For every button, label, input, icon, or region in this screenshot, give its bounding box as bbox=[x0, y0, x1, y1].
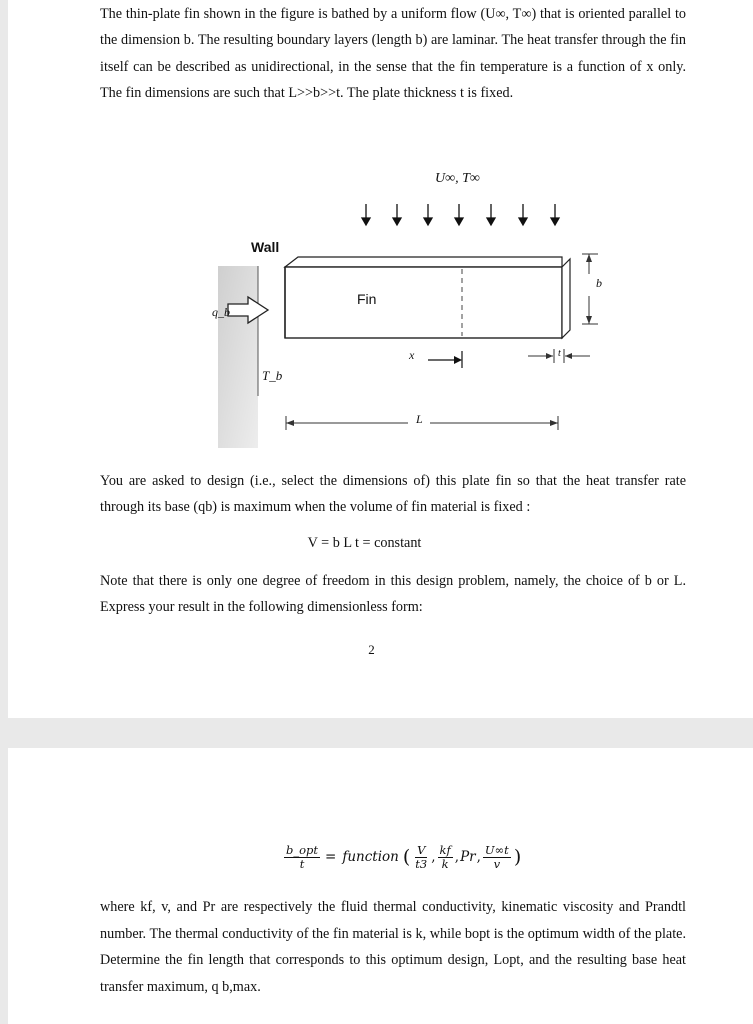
flow-arrow-7-head bbox=[551, 218, 559, 225]
x-label: x bbox=[409, 348, 415, 362]
equals-sign: = bbox=[325, 849, 337, 865]
lhs-numerator: b_opt bbox=[286, 842, 319, 857]
document-page-1 bbox=[8, 0, 753, 718]
flow-arrow-6-head bbox=[519, 218, 527, 225]
fin-label: Fin bbox=[357, 291, 377, 307]
reynolds-denominator: v bbox=[493, 856, 501, 871]
t-label: t bbox=[558, 348, 561, 359]
close-paren: ) bbox=[513, 846, 522, 868]
fin-diagram bbox=[208, 166, 608, 456]
lhs-fraction bbox=[284, 844, 320, 871]
comma-1: , bbox=[431, 849, 436, 865]
flow-arrow-1-head bbox=[362, 218, 370, 225]
b-dim-arrow-top bbox=[586, 254, 592, 262]
qb-label: q_b bbox=[212, 305, 230, 319]
lhs-denominator: t bbox=[299, 856, 305, 871]
l-label: L bbox=[416, 412, 423, 426]
conductivity-numerator: kf bbox=[439, 842, 451, 857]
flow-arrow-3-head bbox=[424, 218, 432, 225]
b-dim-arrow-bottom bbox=[586, 316, 592, 324]
volume-denominator: t3 bbox=[415, 856, 428, 871]
intro-paragraph bbox=[100, 1, 686, 107]
design-paragraph bbox=[100, 468, 686, 521]
prandtl-symbol: Pr bbox=[460, 849, 476, 865]
tb-label: T_b bbox=[262, 368, 283, 383]
flow-arrow-2-head bbox=[393, 218, 401, 225]
comma-2: , bbox=[454, 849, 460, 865]
fin-side-face bbox=[562, 259, 570, 338]
page-number: 2 bbox=[368, 642, 375, 657]
t-dim-arrow-left bbox=[546, 353, 553, 359]
wall-shape bbox=[218, 266, 258, 448]
t-dim-arrow-right bbox=[565, 353, 572, 359]
x-arrow-head bbox=[454, 356, 462, 364]
dimensionless-equation bbox=[282, 834, 522, 880]
volume-fraction bbox=[413, 844, 429, 871]
flow-arrow-5-head bbox=[487, 218, 495, 225]
reynolds-fraction bbox=[483, 844, 511, 871]
flow-arrows bbox=[362, 204, 559, 225]
fin-figure bbox=[208, 166, 608, 456]
note-text: Note that there is only one degree of freedom in this design problem, namely, the choice of b or L. Express your result in the following dimensionless form: bbox=[100, 573, 686, 616]
intro-text: The thin-plate fin shown in the figure is bathed by a uniform flow (U∞, T∞) that is oriented parallel to the dimension b. The resulting boundary layers (length b) are laminar. The heat transfer through the fin itself can be described as unidirectional, in the sense that the fin temperature is a function of x only. The fin dimensions are such that L>>b>>t. The plate thickness t is fixed. bbox=[100, 6, 686, 102]
note-paragraph bbox=[100, 568, 686, 621]
l-dim-arrow-left bbox=[286, 420, 294, 426]
fin-body bbox=[285, 267, 562, 338]
document-page-2 bbox=[8, 748, 753, 1024]
l-dim-arrow-right bbox=[550, 420, 558, 426]
volume-numerator: V bbox=[417, 842, 426, 857]
open-paren: ( bbox=[402, 846, 411, 868]
conductivity-fraction bbox=[438, 844, 453, 871]
volume-equation: V = b L t = constant bbox=[307, 535, 422, 551]
flow-arrow-4-head bbox=[455, 218, 463, 225]
reynolds-numerator: U∞t bbox=[484, 842, 509, 857]
b-label: b bbox=[596, 276, 602, 290]
where-text: where kf, v, and Pr are respectively the fluid thermal conductivity, kinematic viscosity and Prandtl number. The thermal conductivity of the fin material is k, while bopt is the optimum width of the plate. Determine the fin length that corresponds to this optimum design, Lopt, and the resulting base heat transfer maximum, q b,max. bbox=[100, 899, 686, 995]
flow-label: U∞, T∞ bbox=[435, 171, 480, 186]
conductivity-denominator: k bbox=[441, 856, 449, 871]
wall-label: Wall bbox=[251, 239, 280, 255]
comma-3: , bbox=[476, 849, 481, 865]
where-paragraph bbox=[100, 894, 686, 1000]
fin-top-face bbox=[285, 257, 562, 267]
design-text: You are asked to design (i.e., select the dimensions of) this plate fin so that the heat transfer rate through its base (qb) is maximum when the volume of fin material is fixed : bbox=[100, 473, 686, 516]
function-word: function bbox=[342, 849, 399, 865]
